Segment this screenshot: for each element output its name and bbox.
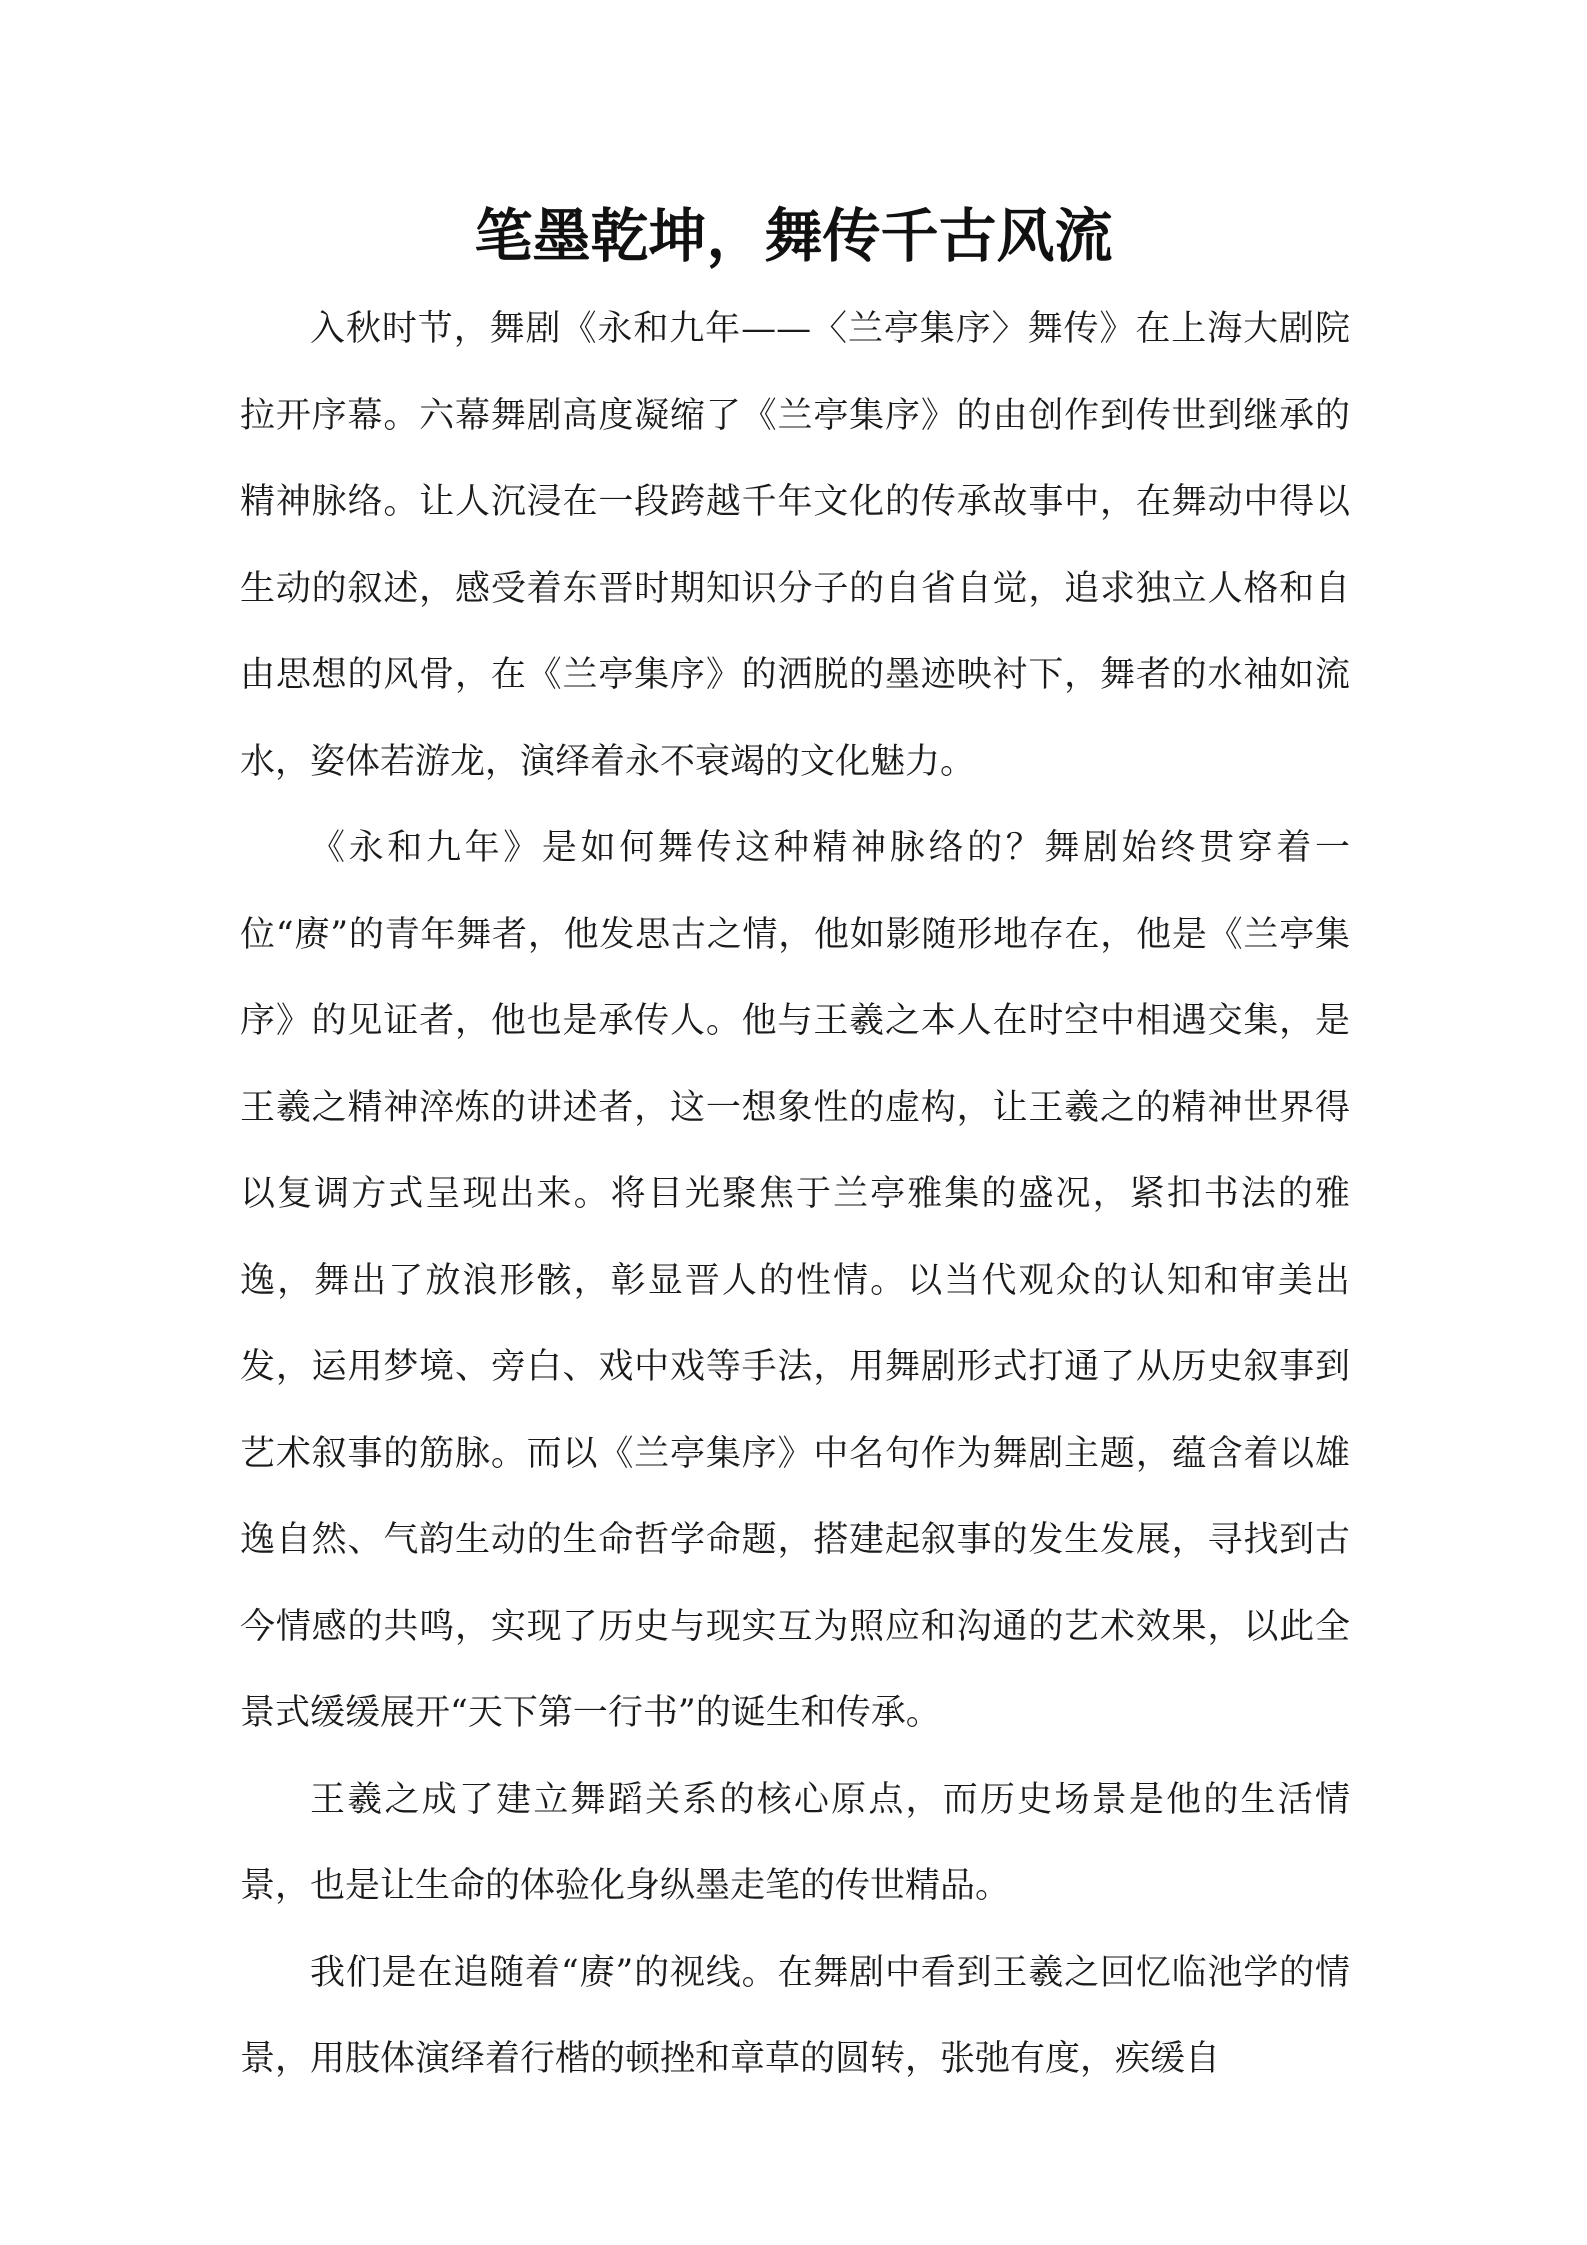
paragraph: 入秋时节，舞剧《永和九年——〈兰亭集序〉舞传》在上海大剧院拉开序幕。六幕舞剧高度凝缩了《兰亭集序》的由创作到传世到继承的精神脉络。让人沉浸在一段跨越千年文化的传承故事中，在舞动中得以生动的叙述，感受着东晋时期知识分子的自省自觉，追求独立人格和自由思想的风骨，在《兰亭集序》的洒脱的墨迹映衬下，舞者的水袖如流水，姿体若游龙，演绎着永不衰竭的文化魅力。	[240, 309, 1350, 782]
article-body	[240, 286, 1350, 2103]
paragraph: 王羲之成了建立舞蹈关系的核心原点，而历史场景是他的生活情景，也是让生命的体验化身纵墨走笔的传世精品。	[240, 1779, 1350, 1906]
paragraph: 我们是在追随着“赓”的视线。在舞剧中看到王羲之回忆临池学的情景，用肢体演绎着行楷的顿挫和章草的圆转，张弛有度，疾缓自	[240, 1952, 1350, 2079]
article-title: 笔墨乾坤，舞传千古风流	[474, 202, 1113, 270]
paragraph: 《永和九年》是如何舞传这种精神脉络的？舞剧始终贯穿着一位“赓”的青年舞者，他发思古之情，他如影随形地存在，他是《兰亭集序》的见证者，他也是承传人。他与王羲之本人在时空中相遇交集，是王羲之精神淬炼的讲述者，这一想象性的虚构，让王羲之的精神世界得以复调方式呈现出来。将目光聚焦于兰亭雅集的盛况，紧扣书法的雅逸，舞出了放浪形骸，彰显晋人的性情。以当代观众的认知和审美出发，运用梦境、旁白、戏中戏等手法，用舞剧形式打通了从历史叙事到艺术叙事的筋脉。而以《兰亭集序》中名句作为舞剧主题，蕴含着以雄逸自然、气韵生动的生命哲学命题，搭建起叙事的发生发展，寻找到古今情感的共鸣，实现了历史与现实互为照应和沟通的艺术效果，以此全景式缓缓展开“天下第一行书”的诞生和传承。	[240, 828, 1350, 1733]
